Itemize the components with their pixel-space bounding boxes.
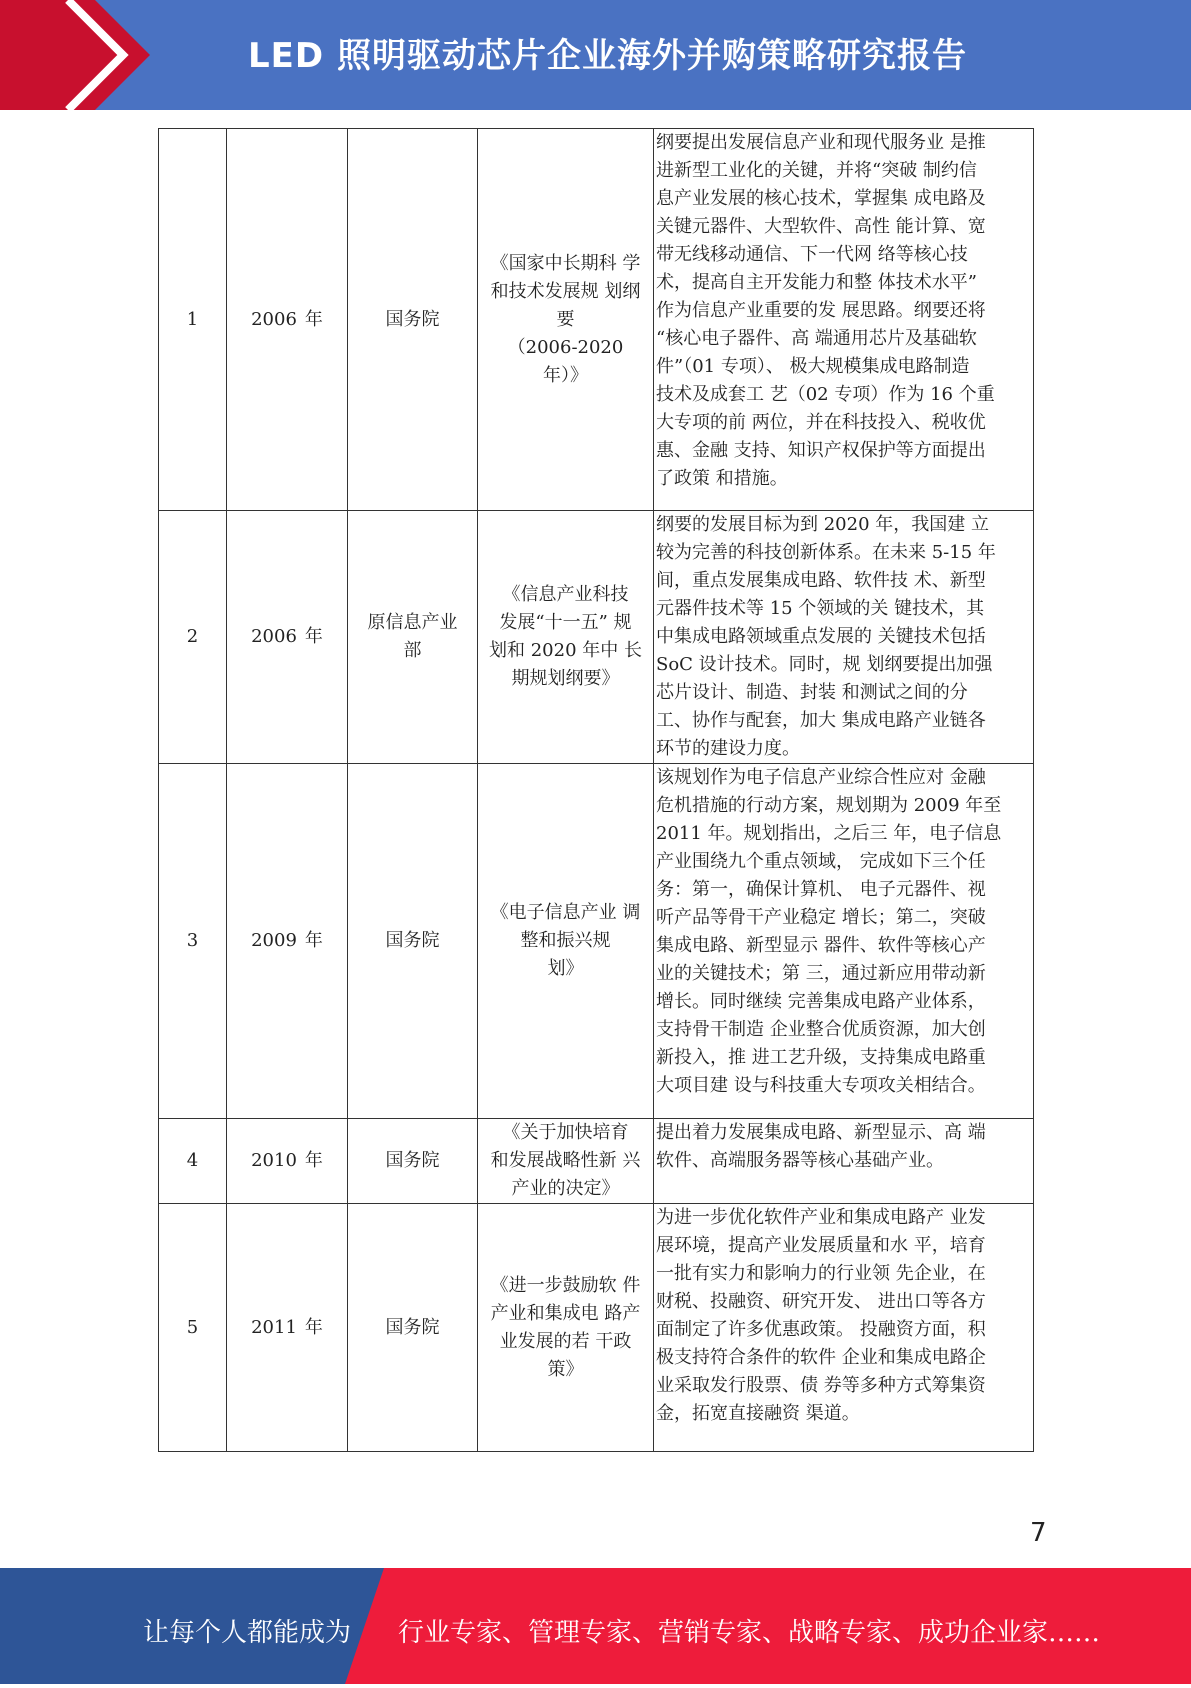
issuing-organization-cell xyxy=(348,511,478,764)
description-line: 听产品等骨干产业稳定 增长；第二，突破 xyxy=(656,907,986,928)
policy-document-cell xyxy=(478,764,654,1119)
description-line: 较为完善的科技创新体系。在未来 5-15 年 xyxy=(656,542,996,563)
description-line: 面制定了许多优惠政策。 投融资方面，积 xyxy=(656,1319,986,1340)
description-line: 元器件技术等 15 个领域的关 键技术，其 xyxy=(656,598,985,619)
document-title-line: 《关于加快培育 xyxy=(502,1122,629,1143)
policy-description-cell xyxy=(654,511,1034,764)
description-line: 带无线移动通信、下一代网 络等核心技 xyxy=(656,244,968,265)
document-title-line: 《信息产业科技 xyxy=(502,584,629,605)
description-line: 极支持符合条件的软件 企业和集成电路企 xyxy=(656,1347,986,1368)
description-line: 息产业发展的核心技术，掌握集 成电路及 xyxy=(656,188,986,209)
description-line: 件”（01 专项）、 极大规模集成电路制造 xyxy=(656,356,970,377)
page-header xyxy=(0,0,1191,110)
year-cell xyxy=(227,511,348,764)
year-value: 2006 xyxy=(251,626,297,647)
document-title-line: 期规划纲要》 xyxy=(511,668,620,689)
year-value: 2006 xyxy=(251,308,297,330)
description-line: 间，重点发展集成电路、软件技 术、新型 xyxy=(656,570,986,591)
row-number-cell: 4 xyxy=(159,1119,227,1204)
page-title: LED 照明驱动芯片企业海外并购策略研究报告 xyxy=(248,36,967,76)
description-line: 业采取发行股票、债 券等多种方式筹集资 xyxy=(656,1375,986,1396)
policy-description-cell xyxy=(654,129,1034,511)
document-title-line: 策》 xyxy=(547,1358,584,1380)
policy-document-cell xyxy=(478,1204,654,1452)
description-line: 纲要提出发展信息产业和现代服务业 是推 xyxy=(656,132,986,153)
year-cell xyxy=(227,764,348,1119)
description-line: 财税、投融资、研究开发、 进出口等各方 xyxy=(656,1291,986,1312)
year-cell xyxy=(227,129,348,511)
description-line: SoC 设计技术。同时，规 划纲要提出加强 xyxy=(656,654,993,675)
header-arrow-decoration xyxy=(0,0,150,110)
table-row xyxy=(159,511,1034,764)
document-title-line: （2006-2020 xyxy=(507,336,624,358)
table-row xyxy=(159,1119,1034,1204)
description-line: 危机措施的行动方案，规划期为 2009 年至 xyxy=(656,795,1002,816)
document-title-line: 《进一步鼓励软 件 xyxy=(490,1274,641,1296)
document-title-line: 发展“十一五” 规 xyxy=(499,612,632,633)
description-line: 该规划作为电子信息产业综合性应对 金融 xyxy=(656,767,986,788)
description-line: 支持骨干制造 企业整合优质资源，加大创 xyxy=(656,1019,986,1040)
policy-document-cell xyxy=(478,511,654,764)
description-line: 产业围绕九个重点领域， 完成如下三个任 xyxy=(656,851,986,872)
description-line: 中集成电路领域重点发展的 关键技术包括 xyxy=(656,626,986,647)
description-line: 纲要的发展目标为到 2020 年，我国建 立 xyxy=(656,514,989,535)
document-title-line: 《国家中长期科 学 xyxy=(490,252,641,274)
footer-slogan-left: 让每个人都能成为 xyxy=(143,1618,352,1648)
policy-description-cell xyxy=(654,764,1034,1119)
year-value: 2009 xyxy=(251,930,297,951)
document-title-line: 年）》 xyxy=(543,364,588,386)
row-number-cell: 2 xyxy=(159,511,227,764)
document-title-line: 和技术发展规 划纲 xyxy=(490,280,641,302)
description-line: 金，拓宽直接融资 渠道。 xyxy=(656,1403,860,1424)
description-line: 技术及成套工 艺（02 专项）作为 16 个重 xyxy=(656,384,995,405)
policy-document-cell xyxy=(478,1119,654,1204)
organization-line: 部 xyxy=(403,640,422,661)
year-cell xyxy=(227,1119,348,1204)
description-line: 新投入，推 进工艺升级，支持集成电路重 xyxy=(656,1047,986,1068)
year-value: 2011 xyxy=(251,1316,297,1338)
description-line: 了政策 和措施。 xyxy=(656,468,788,489)
description-line: 集成电路、新型显示 器件、软件等核心产 xyxy=(656,935,986,956)
year-unit: 年 xyxy=(304,1316,323,1338)
description-line: 增长。同时继续 完善集成电路产业体系， xyxy=(656,991,986,1012)
footer-slogan-right: 行业专家、管理专家、营销专家、战略专家、成功企业家…… xyxy=(398,1618,1101,1648)
year-unit: 年 xyxy=(304,626,323,647)
description-line: 工、协作与配套，加大 集成电路产业链各 xyxy=(656,710,986,731)
description-line: 提出着力发展集成电路、新型显示、高 端 xyxy=(656,1122,986,1143)
policy-description-cell xyxy=(654,1204,1034,1452)
year-cell xyxy=(227,1204,348,1452)
year-unit: 年 xyxy=(304,308,323,330)
description-line: 术，提高自主开发能力和整 体技术水平” xyxy=(656,272,977,293)
description-line: 展环境，提高产业发展质量和水 平，培育 xyxy=(656,1235,986,1256)
policy-table xyxy=(158,128,1034,1452)
description-line: 一批有实力和影响力的行业领 先企业，在 xyxy=(656,1263,986,1284)
description-line: 2011 年。规划指出，之后三 年，电子信息 xyxy=(656,823,1002,844)
description-line: “核心电子器件、高 端通用芯片及基础软 xyxy=(656,328,977,349)
table-row xyxy=(159,129,1034,511)
issuing-organization-cell: 国务院 xyxy=(348,1204,478,1452)
document-title-line: 《电子信息产业 调 xyxy=(490,902,641,923)
document-title-line: 划》 xyxy=(547,958,584,979)
page-number: 7 xyxy=(1030,1518,1047,1548)
document-title-line: 整和振兴规 xyxy=(520,930,611,951)
description-line: 环节的建设力度。 xyxy=(656,738,800,759)
description-line: 务：第一，确保计算机、 电子元器件、视 xyxy=(656,879,986,900)
description-line: 为进一步优化软件产业和集成电路产 业发 xyxy=(656,1207,986,1228)
table-row xyxy=(159,764,1034,1119)
document-title-line: 产业的决定》 xyxy=(511,1178,620,1199)
document-title-line: 和发展战略性新 兴 xyxy=(490,1150,641,1171)
document-title-line: 划和 2020 年中 长 xyxy=(489,640,642,661)
issuing-organization-cell: 国务院 xyxy=(348,764,478,1119)
issuing-organization-cell: 国务院 xyxy=(348,129,478,511)
row-number-cell: 1 xyxy=(159,129,227,511)
issuing-organization-cell: 国务院 xyxy=(348,1119,478,1204)
policy-document-cell xyxy=(478,129,654,511)
document-title-line: 业发展的若 干政 xyxy=(499,1330,632,1352)
description-line: 业的关键技术；第 三，通过新应用带动新 xyxy=(656,963,986,984)
description-line: 软件、高端服务器等核心基础产业。 xyxy=(656,1150,944,1171)
year-value: 2010 xyxy=(251,1150,297,1171)
row-number-cell: 3 xyxy=(159,764,227,1119)
description-line: 芯片设计、制造、封装 和测试之间的分 xyxy=(656,682,968,703)
description-line: 关键元器件、大型软件、高性 能计算、宽 xyxy=(656,216,986,237)
table-row xyxy=(159,1204,1034,1452)
policy-description-cell xyxy=(654,1119,1034,1204)
year-unit: 年 xyxy=(304,1150,323,1171)
document-title-line: 产业和集成电 路产 xyxy=(490,1302,641,1324)
row-number-cell: 5 xyxy=(159,1204,227,1452)
year-unit: 年 xyxy=(304,930,323,951)
description-line: 进新型工业化的关键，并将“突破 制约信 xyxy=(656,160,977,181)
organization-line: 原信息产业 xyxy=(367,612,458,633)
description-line: 惠、金融 支持、知识产权保护等方面提出 xyxy=(656,440,986,461)
description-line: 大项目建 设与科技重大专项攻关相结合。 xyxy=(656,1075,986,1096)
description-line: 大专项的前 两位，并在科技投入、税收优 xyxy=(656,412,986,433)
description-line: 作为信息产业重要的发 展思路。纲要还将 xyxy=(656,300,986,321)
document-title-line: 要 xyxy=(556,308,575,330)
